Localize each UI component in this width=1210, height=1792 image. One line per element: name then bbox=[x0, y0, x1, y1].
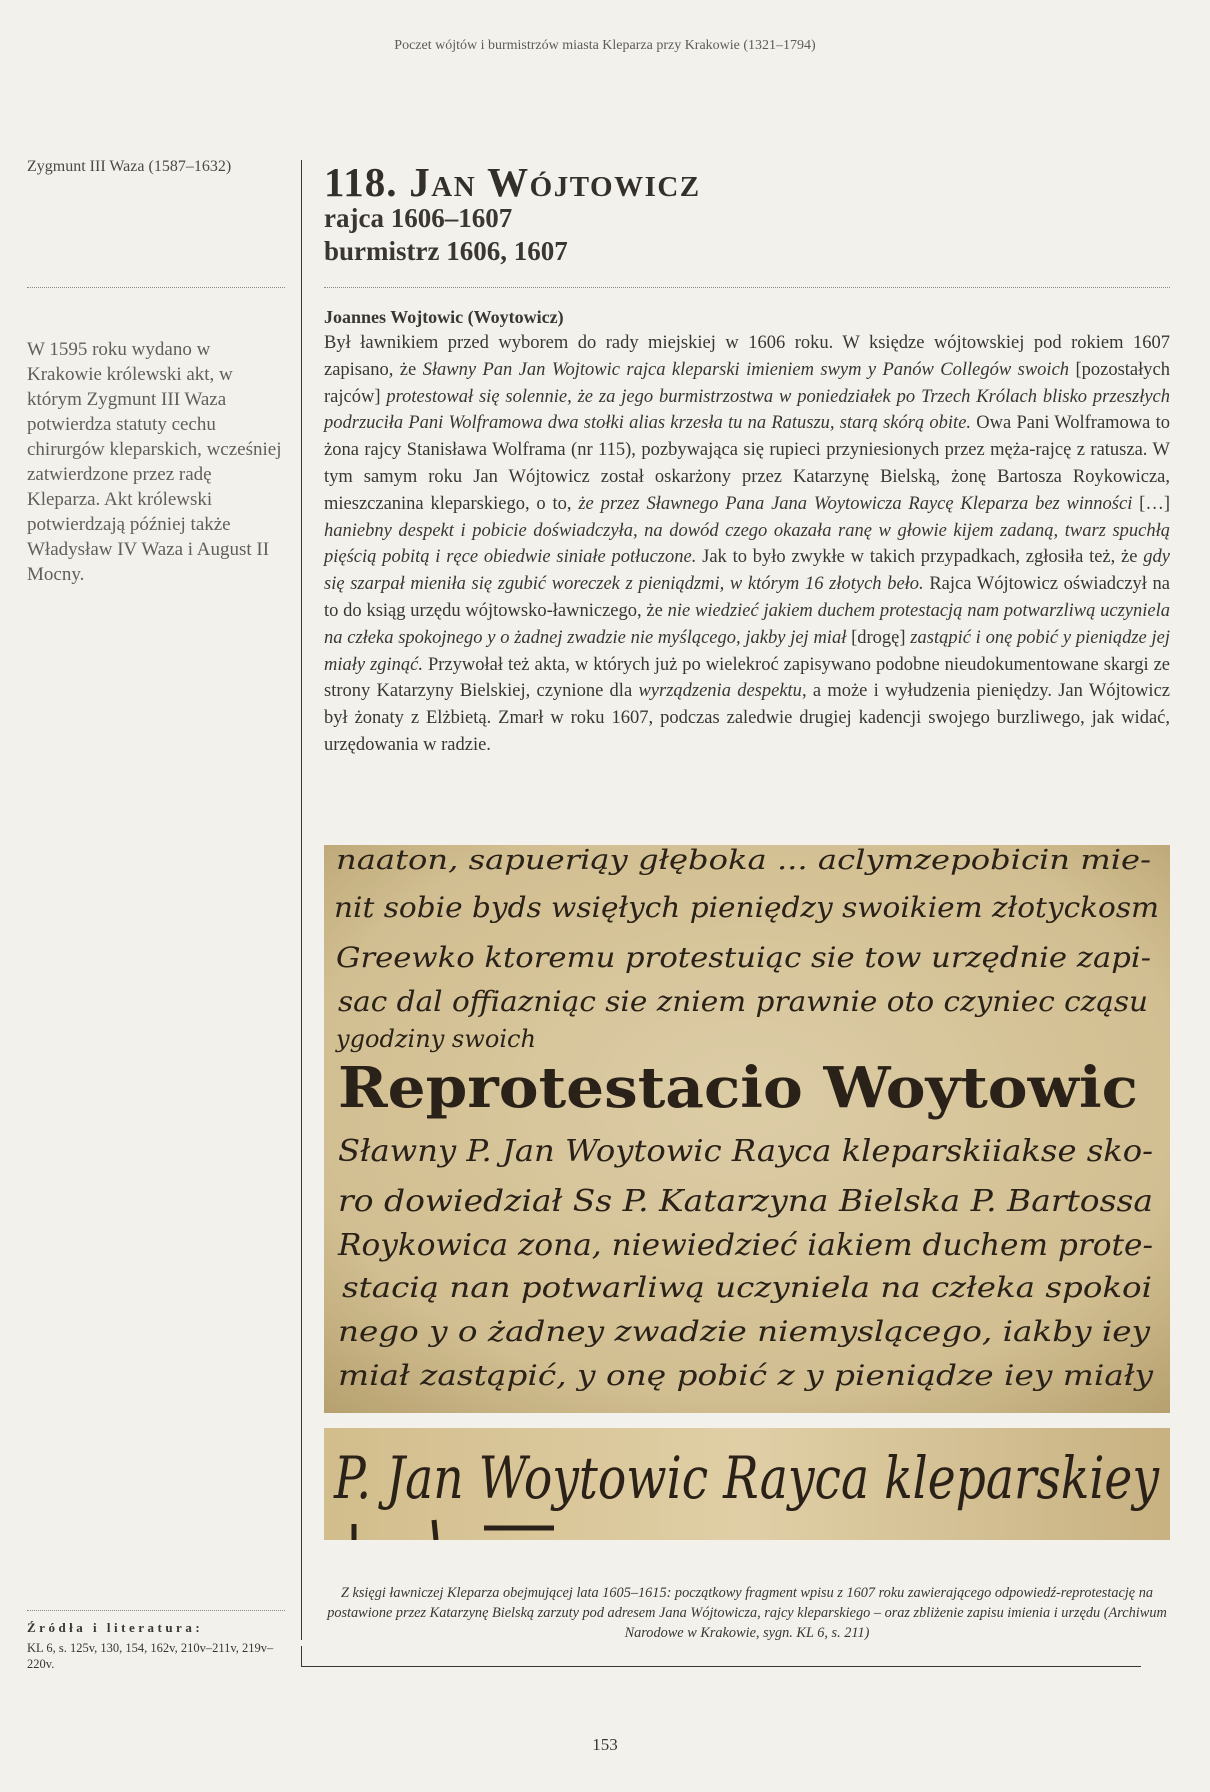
sources-title: Źródła i literatura: bbox=[27, 1620, 204, 1635]
manuscript-line: Greewko ktoremu protestuiąc sie tow urzędnie zapi- bbox=[336, 941, 1151, 974]
manuscript-detail-image bbox=[324, 1428, 1170, 1540]
latin-name: Joannes Wojtowic (Woytowicz) bbox=[324, 307, 564, 327]
manuscript-line: naaton, sapueriąy głęboka ... aclymzepobicin mie- bbox=[336, 845, 1151, 876]
quote: Sławny Pan Jan Wojtowic rajca kleparski imieniem swym y Panów Collegów swoich bbox=[422, 359, 1070, 380]
sources-divider bbox=[27, 1610, 285, 1611]
quote: haniebny despekt i pobicie doświadczyła, na dowód czego okazała ranę w głowie kijem zadaną, twarz spuchłą pięścią pobitą i ręce obiedwie siniałe potłuczone. bbox=[324, 520, 1170, 568]
running-header: Poczet wójtów i burmistrzów miasta Kleparza przy Krakowie (1321–1794) bbox=[394, 38, 816, 53]
office-councillor: rajca 1606–1607 bbox=[324, 203, 513, 233]
entry-number: 118. bbox=[324, 159, 398, 205]
entry-divider-top bbox=[324, 287, 1170, 288]
manuscript-line: miał zastąpić, y onę pobić z y pieniądze iey miały bbox=[338, 1359, 1155, 1392]
quote: zastąpić i onę pobić y pieniądze jej miały zginąć. bbox=[324, 627, 1170, 675]
manuscript-line: sac dal offiazniąc sie zniem prawnie oto czyniec cząsu bbox=[338, 985, 1148, 1018]
manuscript-line: Sławny P. Jan Woytowic Rayca kleparskiiakse sko- bbox=[338, 1134, 1153, 1169]
biography-text: Był ławnikiem przed wyborem do rady miejskiej w 1606 roku. W księdze wójtowskiej pod rokiem 1607 zapisano, że Sławny Pan Jan Wojtowic rajca kleparski imieniem swym y Panów Collegów swoich [pozostałych rajców] protestował się solennie, że za jego burmistrzostwa w poniedziałek po Trzech Królach blisko przeszłych podrzuciła Pani Wolframowa dwa stołki alias krzesła tu na Ratuszu, starą skórą obite. Owa Pani Wolframowa to żona rajcy Stanisława Wolframa (nr 115), pozbywająca się rupieci przyniesionych przez męża-rajcę z ratusza. W tym samym roku Jan Wójtowicz został oskarżony przez Katarzynę Bielską, żonę Bartosza Roykowicza, mieszczanina kleparskiego, o to, że przez Sławnego Pana Jana Woytowicza Raycę Kleparza bez winności […] haniebny despekt i pobicie doświadczyła, na dowód czego okazała ranę w głowie kijem zadaną, twarz spuchłą pięścią pobitą i ręce obiedwie siniałe potłuczone. Jak to było zwykłe w takich przypadkach, zgłosiła też, że gdy się szarpał mieniła się zgubić woreczek z pieniądzmi, w którym 16 złotych beło. Rajca Wójtowicz oświadczył na to do ksiąg urzędu wójtowsko-ławniczego, że nie wiedzieć jakiem duchem protestacją nam potwarzliwą uczyniela na człeka spokojnego y o żadnej zwadzie nie myślącego, jakby jej miał [drogę] zastąpić i onę pobić y pieniądze jej miały zginąć. Przywołał też akta, w których już po wielekroć zapisywano podobne nieudokumentowane skargi ze strony Katarzyny Bielskiej, czynione dla wyrządzenia despektu, a może i wyłudzenia pieniędzy. Jan Wójtowicz był żonaty z Elżbietą. Zmarł w roku 1607, podczas zaledwie drugiej kadencji swojego burzliwego, jak widać, urzędowania w radzie. bbox=[324, 333, 1171, 755]
manuscript-line: ygodziny swoich bbox=[334, 1025, 536, 1053]
quote: protestował się solennie, że za jego burmistrzostwa w poniedziałek po Trzech Królach blisko przeszłych podrzuciła Pani Wolframowa dwa stołki alias krzesła tu na Ratuszu, starą skórą obite. bbox=[324, 386, 1171, 434]
manuscript-image bbox=[324, 845, 1170, 1413]
sources-text: KL 6, s. 125v, 130, 154, 162v, 210v–211v, 219v–220v. bbox=[27, 1641, 274, 1671]
manuscript-line: nego y o żadney zwadzie niemyslącego, iakby iey bbox=[338, 1315, 1152, 1348]
quote: że przez Sławnego Pana Jana Woytowicza Raycę Kleparza bez winności bbox=[578, 493, 1133, 514]
quote: gdy się szarpał mieniła się zgubić woreczek z pieniądzmi, w którym 16 złotych beło. bbox=[324, 547, 1170, 595]
column-divider bbox=[301, 160, 302, 1640]
entry-title bbox=[324, 160, 701, 204]
entry-name: Jan Wójtowicz bbox=[409, 159, 701, 205]
office-mayor: burmistrz 1606, 1607 bbox=[324, 236, 568, 266]
quote: wyrządzenia despektu bbox=[638, 681, 802, 702]
manuscript-line: ro dowiedział Ss P. Katarzyna Bielska P. Bartossa bbox=[338, 1184, 1153, 1219]
figure-caption: Z księgi ławniczej Kleparza obejmującej lata 1605–1615: początkowy fragment wpisu z 1607 roku zawierającego odpowiedź-reprotestację na postawione przez Katarzynę Bielską zarzuty pod adresem Jana Wójtowicza, rajcy kleparskiego – oraz zbliżenie zapisu imienia i urzędu (Archiwum Narodowe w Krakowie, sygn. KL 6, s. 211) bbox=[327, 1585, 1167, 1641]
reign-label: Zygmunt III Waza (1587–1632) bbox=[27, 158, 232, 175]
caption-frame bbox=[301, 1646, 1141, 1667]
manuscript-line: nit sobie byds wsięłych pieniędzy swoikiem złotyckosm bbox=[334, 891, 1159, 924]
quote: nie wiedzieć jakiem duchem protestacją nam potwarzliwą uczyniela na człeka spokojnego y o żadnej zwadzie nie myślącego, jakby jej miał bbox=[324, 600, 1170, 648]
sidebar-divider-top bbox=[27, 287, 285, 288]
manuscript-line: stacią nan potwarliwą uczyniela na człeka spokoi bbox=[342, 1271, 1152, 1304]
sidebar-note: W 1595 roku wydano w Krakowie królewski akt, w którym Zygmunt III Waza potwierdza statuty cechu chirurgów kleparskich, wcześniej zatwierdzone przez radę Kleparza. Akt królewski potwierdzają później także Władysław IV Waza i August II Mocny. bbox=[27, 339, 282, 585]
manuscript-detail-text: P. Jan Woytowic Rayca kleparskiey bbox=[333, 1444, 1160, 1512]
manuscript-heading: Reprotestacio Woytowic bbox=[338, 1055, 1138, 1121]
page-number: 153 bbox=[592, 1735, 618, 1754]
manuscript-line: Roykowica zona, niewiedzieć iakiem duchem prote- bbox=[336, 1228, 1153, 1263]
